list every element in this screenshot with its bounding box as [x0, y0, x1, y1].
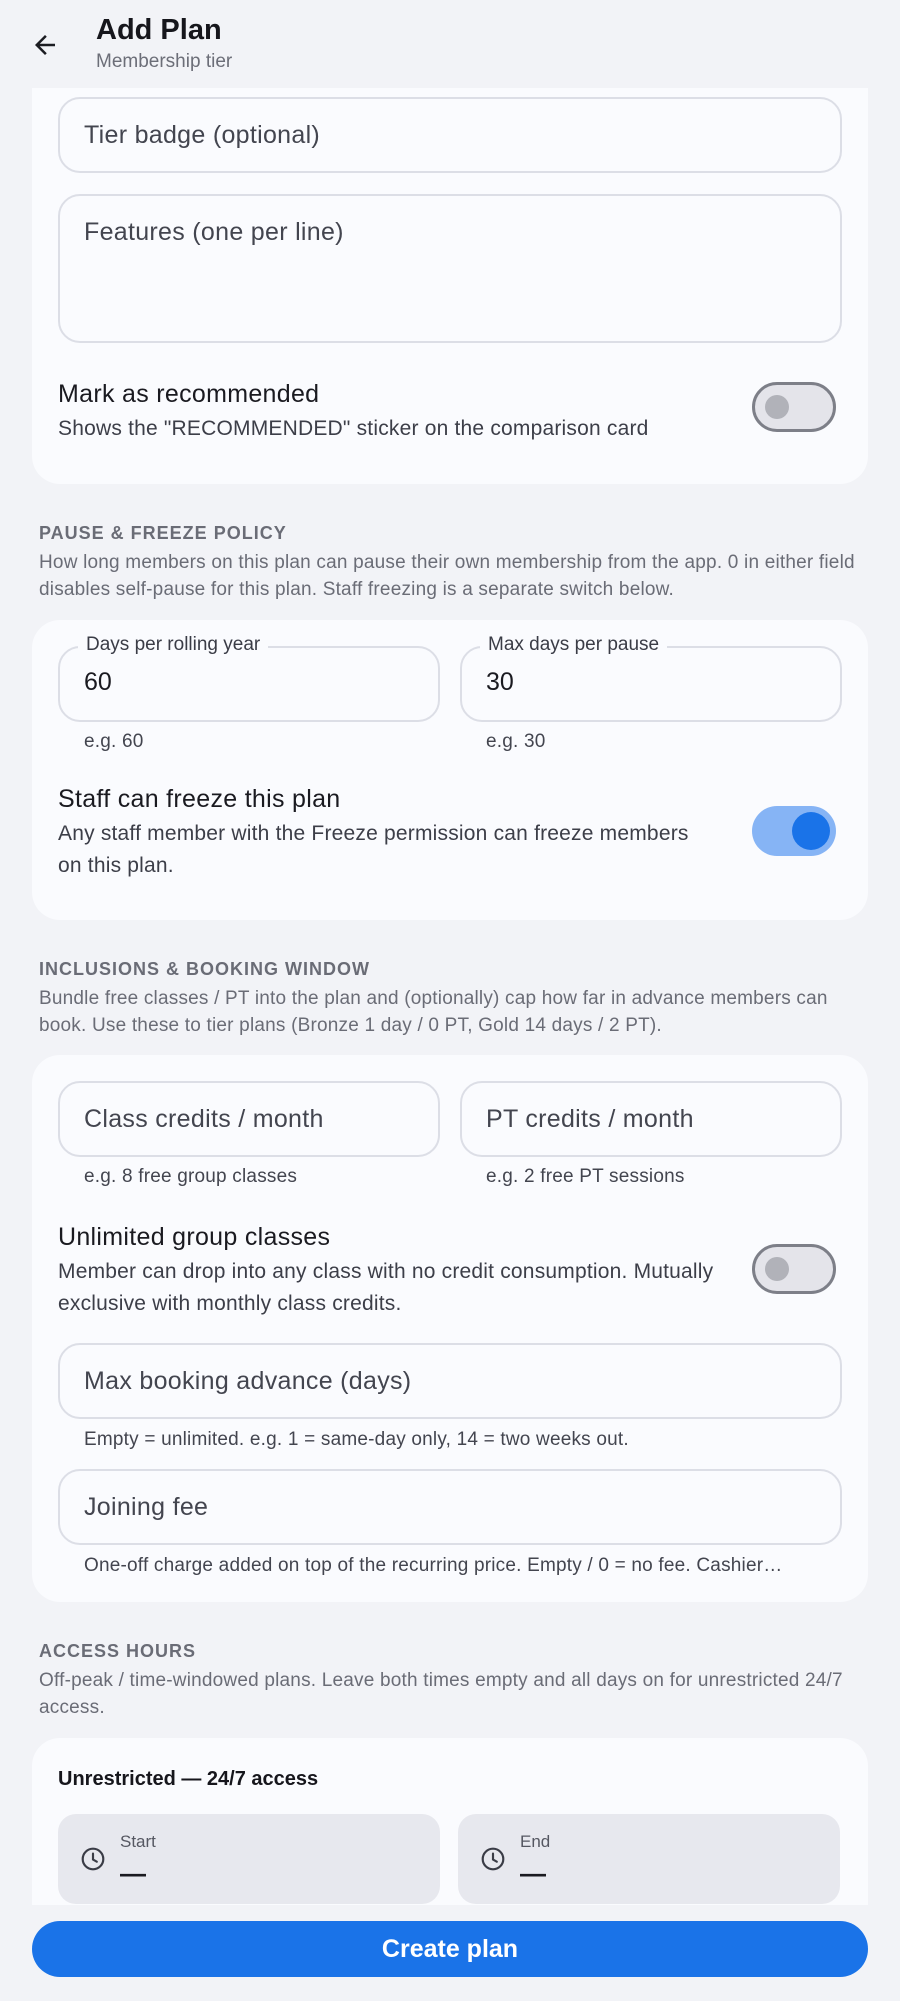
days-per-year-value: 60	[84, 668, 112, 696]
max-booking-input[interactable]	[58, 1343, 842, 1419]
clock-icon	[80, 1846, 106, 1872]
joining-fee-placeholder: Joining fee	[84, 1493, 209, 1521]
class-credits-helper: e.g. 8 free group classes	[84, 1166, 298, 1187]
toggle-knob	[765, 395, 789, 419]
toggle-knob	[765, 1257, 789, 1281]
unlimited-toggle[interactable]	[752, 1244, 836, 1294]
max-days-value: 30	[486, 668, 514, 696]
staff-freeze-toggle[interactable]	[752, 806, 836, 856]
pause-card	[32, 620, 868, 920]
end-time-value: —	[520, 1858, 546, 1888]
recommended-desc: Shows the "RECOMMENDED" sticker on the comparison card	[58, 417, 649, 440]
access-section-desc: Off-peak / time-windowed plans. Leave both times empty and all days on for unrestricted 24/7 access.	[39, 1670, 843, 1718]
class-credits-input[interactable]	[58, 1081, 440, 1157]
max-days-helper: e.g. 30	[486, 731, 546, 752]
staff-freeze-title: Staff can freeze this plan	[58, 785, 341, 813]
start-time-value: —	[120, 1858, 146, 1888]
unlimited-desc: Member can drop into any class with no credit consumption. Mutually exclusive with monthly class credits.	[58, 1260, 714, 1315]
page-title: Add Plan	[96, 14, 222, 46]
max-booking-placeholder: Max booking advance (days)	[84, 1367, 412, 1395]
staff-freeze-desc: Any staff member with the Freeze permission can freeze members on this plan.	[58, 822, 689, 877]
joining-fee-helper: One-off charge added on top of the recurring price. Empty / 0 = no fee. Cashier…	[84, 1555, 783, 1576]
max-booking-helper: Empty = unlimited. e.g. 1 = same-day only, 14 = two weeks out.	[84, 1429, 629, 1450]
days-per-year-input[interactable]	[58, 634, 440, 722]
features-textarea[interactable]	[58, 194, 842, 343]
joining-fee-input[interactable]	[58, 1469, 842, 1545]
days-per-year-label: Days per rolling year	[78, 634, 268, 656]
tier-badge-input[interactable]	[58, 97, 842, 173]
inclusions-card	[32, 1055, 868, 1602]
create-plan-button[interactable]: Create plan	[32, 1921, 868, 1977]
access-status: Unrestricted — 24/7 access	[58, 1768, 319, 1790]
inclusions-section-desc: Bundle free classes / PT into the plan and (optionally) cap how far in advance members can book. Use these to tier plans (Bronze 1 day / 0 PT, Gold 14 days / 2 PT).	[39, 988, 828, 1036]
pause-section-heading: PAUSE & FREEZE POLICY	[39, 523, 287, 543]
app-bar	[0, 0, 900, 88]
start-time-label: Start	[120, 1832, 156, 1851]
end-time-picker[interactable]	[458, 1814, 840, 1904]
inclusions-section-heading: INCLUSIONS & BOOKING WINDOW	[39, 959, 370, 979]
unlimited-title: Unlimited group classes	[58, 1223, 331, 1251]
max-days-input[interactable]	[460, 634, 842, 722]
days-per-year-helper: e.g. 60	[84, 731, 144, 752]
pt-credits-input[interactable]	[460, 1081, 842, 1157]
pt-credits-placeholder: PT credits / month	[486, 1105, 694, 1133]
access-section-heading: ACCESS HOURS	[39, 1641, 197, 1661]
features-placeholder: Features (one per line)	[84, 218, 344, 246]
toggle-knob	[792, 812, 830, 850]
max-days-label: Max days per pause	[480, 634, 667, 656]
arrow-left-icon	[30, 30, 60, 60]
tier-badge-placeholder: Tier badge (optional)	[84, 121, 321, 149]
page-subtitle: Membership tier	[96, 51, 233, 72]
back-button[interactable]	[22, 22, 68, 68]
pause-section-desc: How long members on this plan can pause their own membership from the app. 0 in either field disables self-pause for this plan. Staff freezing is a separate switch below.	[39, 552, 855, 600]
recommended-toggle[interactable]	[752, 382, 836, 432]
recommended-title: Mark as recommended	[58, 380, 320, 408]
pt-credits-helper: e.g. 2 free PT sessions	[486, 1166, 685, 1187]
end-time-label: End	[520, 1832, 551, 1851]
bottom-action-bar	[0, 1905, 900, 2001]
clock-icon	[480, 1846, 506, 1872]
class-credits-placeholder: Class credits / month	[84, 1105, 324, 1133]
tier-card	[32, 60, 868, 484]
start-time-picker[interactable]	[58, 1814, 440, 1904]
